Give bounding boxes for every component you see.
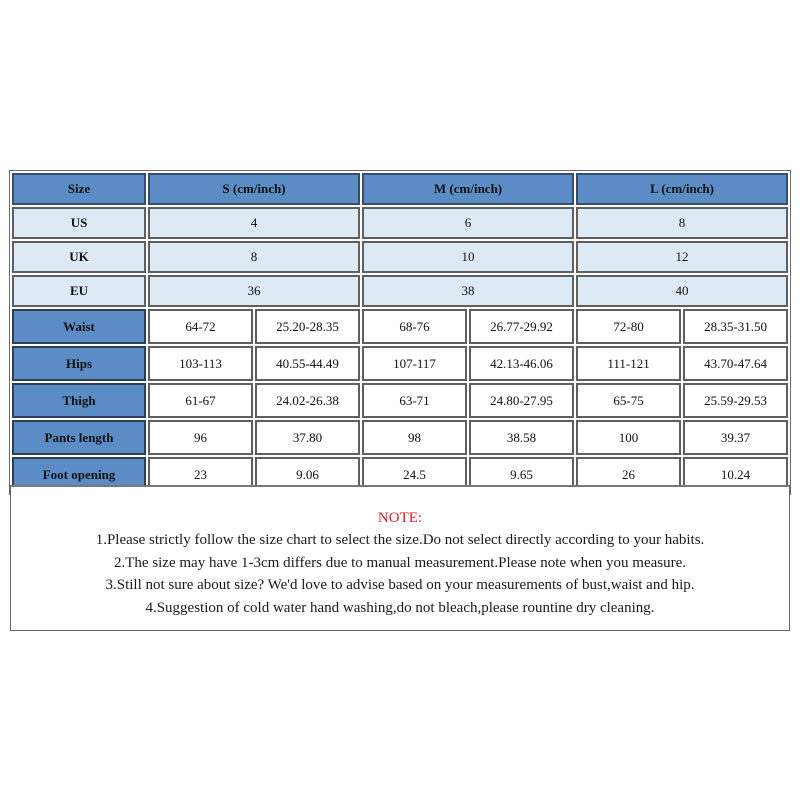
table-cell: 4 <box>148 207 360 239</box>
table-cell: 24.80-27.95 <box>469 383 574 418</box>
table-cell: 42.13-46.06 <box>469 346 574 381</box>
row-label: Thigh <box>12 383 146 418</box>
table-cell: 111-121 <box>576 346 681 381</box>
note-line-4: 4.Suggestion of cold water hand washing,do not bleach,please rountine dry cleaning. <box>145 599 655 616</box>
row-label: EU <box>12 275 146 307</box>
table-header-row <box>12 173 788 205</box>
table-cell: 25.59-29.53 <box>683 383 788 418</box>
table-cell: 65-75 <box>576 383 681 418</box>
table-cell: 68-76 <box>362 309 467 344</box>
table-cell: 12 <box>576 241 788 273</box>
header-s: S (cm/inch) <box>148 173 360 205</box>
row-label: Pants length <box>12 420 146 455</box>
table-cell: 39.37 <box>683 420 788 455</box>
table-cell: 40 <box>576 275 788 307</box>
table-cell: 38 <box>362 275 574 307</box>
note-title: NOTE: <box>377 510 423 526</box>
table-cell: 8 <box>576 207 788 239</box>
table-cell: 107-117 <box>362 346 467 381</box>
table-cell: 6 <box>362 207 574 239</box>
table-cell: 26 <box>576 457 681 492</box>
header-size: Size <box>12 173 146 205</box>
note-line-1: 1.Please strictly follow the size chart to select the size.Do not select directly according to your habits. <box>95 532 705 548</box>
table-cell: 61-67 <box>148 383 253 418</box>
row-label: US <box>12 207 146 239</box>
table-row-uk <box>12 241 788 273</box>
table-cell: 24.02-26.38 <box>255 383 360 418</box>
table-cell: 10.24 <box>683 457 788 492</box>
table-row-us <box>12 207 788 239</box>
table-cell: 37.80 <box>255 420 360 455</box>
table-cell: 23 <box>148 457 253 492</box>
size-table <box>9 170 791 495</box>
table-cell: 9.65 <box>469 457 574 492</box>
table-cell: 64-72 <box>148 309 253 344</box>
table-cell: 24.5 <box>362 457 467 492</box>
table-cell: 100 <box>576 420 681 455</box>
table-cell: 96 <box>148 420 253 455</box>
row-label: Foot opening <box>12 457 146 492</box>
table-cell: 9.06 <box>255 457 360 492</box>
notes-box <box>10 485 790 631</box>
table-cell: 26.77-29.92 <box>469 309 574 344</box>
header-m: M (cm/inch) <box>362 173 574 205</box>
table-cell: 103-113 <box>148 346 253 381</box>
note-line-2: 2.The size may have 1-3cm differs due to manual measurement.Please note when you measure. <box>113 554 687 571</box>
header-l: L (cm/inch) <box>576 173 788 205</box>
table-cell: 28.35-31.50 <box>683 309 788 344</box>
table-row-waist <box>12 309 788 344</box>
table-cell: 98 <box>362 420 467 455</box>
table-cell: 25.20-28.35 <box>255 309 360 344</box>
row-label: Waist <box>12 309 146 344</box>
table-cell: 43.70-47.64 <box>683 346 788 381</box>
table-cell: 36 <box>148 275 360 307</box>
table-row-hips <box>12 346 788 381</box>
table-cell: 10 <box>362 241 574 273</box>
table-cell: 40.55-44.49 <box>255 346 360 381</box>
table-row-pants-length <box>12 420 788 455</box>
table-row-eu <box>12 275 788 307</box>
table-cell: 72-80 <box>576 309 681 344</box>
row-label: UK <box>12 241 146 273</box>
table-cell: 38.58 <box>469 420 574 455</box>
row-label: Hips <box>12 346 146 381</box>
table-row-thigh <box>12 383 788 418</box>
table-cell: 8 <box>148 241 360 273</box>
note-line-3: 3.Still not sure about size? We'd love to advise based on your measurements of bust,waist and hip. <box>105 577 695 593</box>
table-cell: 63-71 <box>362 383 467 418</box>
size-chart <box>10 170 790 495</box>
